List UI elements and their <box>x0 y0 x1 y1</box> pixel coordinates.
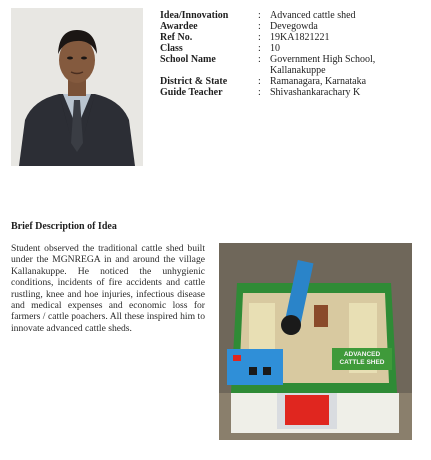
info-label: District & State <box>160 76 228 87</box>
info-separator: : <box>258 76 261 87</box>
info-label: Idea/Innovation <box>160 10 229 21</box>
info-separator: : <box>258 87 261 98</box>
section-heading: Brief Description of Idea <box>11 221 117 232</box>
info-value: Advanced cattle shed <box>270 10 356 21</box>
awardee-photo <box>11 8 143 166</box>
info-value: 19KA1821221 <box>270 32 330 43</box>
info-row-district <box>160 76 425 87</box>
info-separator: : <box>258 32 261 43</box>
info-separator: : <box>258 54 261 65</box>
project-label-sign <box>332 348 392 370</box>
school-name-line1: Government High School, <box>270 54 376 65</box>
info-value: Shivashankarachary K <box>270 87 361 98</box>
info-row-guide <box>160 87 425 98</box>
awardee-info-table <box>160 10 425 98</box>
info-row-ref <box>160 32 425 43</box>
description-paragraph: Student observed the traditional cattle shed built under the MGNREGA in and around the village Kallanakuppe. He noticed the unhygienic conditions, incidents of fire accidents and cattle rustling, knee and hoe injuries, infectious disease and medical expenses and economic loss for farmers / cattle poachers. All these inspired him to innovate advanced cattle sheds. <box>11 243 205 334</box>
info-row-awardee <box>160 21 425 32</box>
project-photo <box>219 243 412 440</box>
school-name-line2: Kallanakuppe <box>270 65 326 76</box>
info-separator: : <box>258 43 261 54</box>
info-label: School Name <box>160 54 216 65</box>
info-row-idea <box>160 10 425 21</box>
info-row-school <box>160 54 425 76</box>
info-label: Guide Teacher <box>160 87 223 98</box>
info-value: Devegowda <box>270 21 318 32</box>
project-label-line1: ADVANCED <box>343 351 381 358</box>
info-row-class <box>160 43 425 54</box>
info-value: Ramanagara, Karnataka <box>270 76 367 87</box>
info-value <box>270 54 425 76</box>
project-label-line2: CATTLE SHED <box>339 359 385 366</box>
info-value: 10 <box>270 43 280 54</box>
info-label: Class <box>160 43 183 54</box>
info-label: Awardee <box>160 21 198 32</box>
info-separator: : <box>258 21 261 32</box>
info-separator: : <box>258 10 261 21</box>
info-label: Ref No. <box>160 32 193 43</box>
